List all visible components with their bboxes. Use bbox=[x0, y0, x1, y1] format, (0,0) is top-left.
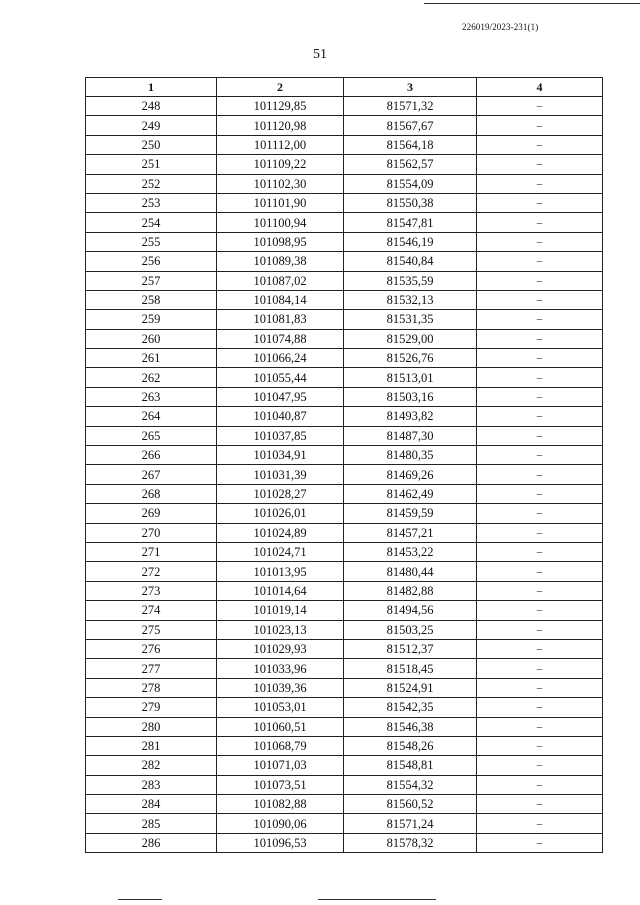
column-header: 2 bbox=[217, 78, 344, 97]
table-body bbox=[86, 97, 603, 853]
y-coordinate-cell: 81482,88 bbox=[344, 581, 477, 600]
table-row bbox=[86, 426, 603, 445]
point-number-cell: 251 bbox=[86, 155, 217, 174]
table-row bbox=[86, 349, 603, 368]
table-row bbox=[86, 271, 603, 290]
x-coordinate-cell: 101037,85 bbox=[217, 426, 344, 445]
table-row bbox=[86, 213, 603, 232]
table-row bbox=[86, 736, 603, 755]
y-coordinate-cell: 81494,56 bbox=[344, 601, 477, 620]
note-cell: – bbox=[477, 465, 603, 484]
y-coordinate-cell: 81503,25 bbox=[344, 620, 477, 639]
x-coordinate-cell: 101098,95 bbox=[217, 232, 344, 251]
point-number-cell: 261 bbox=[86, 349, 217, 368]
x-coordinate-cell: 101031,39 bbox=[217, 465, 344, 484]
point-number-cell: 260 bbox=[86, 329, 217, 348]
x-coordinate-cell: 101129,85 bbox=[217, 97, 344, 116]
x-coordinate-cell: 101096,53 bbox=[217, 833, 344, 852]
table-row bbox=[86, 407, 603, 426]
x-coordinate-cell: 101120,98 bbox=[217, 116, 344, 135]
note-cell: – bbox=[477, 407, 603, 426]
table-row bbox=[86, 523, 603, 542]
x-coordinate-cell: 101068,79 bbox=[217, 736, 344, 755]
note-cell: – bbox=[477, 581, 603, 600]
x-coordinate-cell: 101034,91 bbox=[217, 446, 344, 465]
y-coordinate-cell: 81550,38 bbox=[344, 193, 477, 212]
point-number-cell: 258 bbox=[86, 290, 217, 309]
x-coordinate-cell: 101073,51 bbox=[217, 775, 344, 794]
table-row bbox=[86, 484, 603, 503]
y-coordinate-cell: 81503,16 bbox=[344, 387, 477, 406]
table-row bbox=[86, 562, 603, 581]
point-number-cell: 268 bbox=[86, 484, 217, 503]
note-cell: – bbox=[477, 542, 603, 561]
note-cell: – bbox=[477, 213, 603, 232]
point-number-cell: 255 bbox=[86, 232, 217, 251]
note-cell: – bbox=[477, 426, 603, 445]
note-cell: – bbox=[477, 387, 603, 406]
point-number-cell: 274 bbox=[86, 601, 217, 620]
y-coordinate-cell: 81529,00 bbox=[344, 329, 477, 348]
x-coordinate-cell: 101026,01 bbox=[217, 504, 344, 523]
y-coordinate-cell: 81532,13 bbox=[344, 290, 477, 309]
point-number-cell: 259 bbox=[86, 310, 217, 329]
table-row bbox=[86, 775, 603, 794]
y-coordinate-cell: 81571,24 bbox=[344, 814, 477, 833]
note-cell: – bbox=[477, 252, 603, 271]
point-number-cell: 252 bbox=[86, 174, 217, 193]
point-number-cell: 253 bbox=[86, 193, 217, 212]
y-coordinate-cell: 81524,91 bbox=[344, 678, 477, 697]
point-number-cell: 254 bbox=[86, 213, 217, 232]
note-cell: – bbox=[477, 368, 603, 387]
y-coordinate-cell: 81518,45 bbox=[344, 659, 477, 678]
point-number-cell: 285 bbox=[86, 814, 217, 833]
table-row bbox=[86, 290, 603, 309]
y-coordinate-cell: 81513,01 bbox=[344, 368, 477, 387]
table-row bbox=[86, 620, 603, 639]
y-coordinate-cell: 81457,21 bbox=[344, 523, 477, 542]
y-coordinate-cell: 81542,35 bbox=[344, 698, 477, 717]
column-header: 4 bbox=[477, 78, 603, 97]
table-header-row bbox=[86, 78, 603, 97]
y-coordinate-cell: 81493,82 bbox=[344, 407, 477, 426]
footer-line bbox=[118, 899, 162, 900]
table-row bbox=[86, 155, 603, 174]
point-number-cell: 264 bbox=[86, 407, 217, 426]
note-cell: – bbox=[477, 736, 603, 755]
table-row bbox=[86, 387, 603, 406]
y-coordinate-cell: 81562,57 bbox=[344, 155, 477, 174]
table-row bbox=[86, 193, 603, 212]
note-cell: – bbox=[477, 523, 603, 542]
note-cell: – bbox=[477, 833, 603, 852]
table-row bbox=[86, 232, 603, 251]
table-row bbox=[86, 116, 603, 135]
y-coordinate-cell: 81546,38 bbox=[344, 717, 477, 736]
table-row bbox=[86, 310, 603, 329]
y-coordinate-cell: 81548,81 bbox=[344, 756, 477, 775]
table-row bbox=[86, 601, 603, 620]
y-coordinate-cell: 81540,84 bbox=[344, 252, 477, 271]
column-header: 1 bbox=[86, 78, 217, 97]
note-cell: – bbox=[477, 97, 603, 116]
note-cell: – bbox=[477, 601, 603, 620]
footer-line bbox=[318, 899, 436, 900]
page-number: 51 bbox=[313, 47, 327, 62]
document-id: 226019/2023-231(1) bbox=[462, 22, 539, 32]
note-cell: – bbox=[477, 717, 603, 736]
point-number-cell: 270 bbox=[86, 523, 217, 542]
table-row bbox=[86, 135, 603, 154]
x-coordinate-cell: 101102,30 bbox=[217, 174, 344, 193]
x-coordinate-cell: 101047,95 bbox=[217, 387, 344, 406]
x-coordinate-cell: 101023,13 bbox=[217, 620, 344, 639]
x-coordinate-cell: 101040,87 bbox=[217, 407, 344, 426]
y-coordinate-cell: 81480,44 bbox=[344, 562, 477, 581]
table-row bbox=[86, 97, 603, 116]
point-number-cell: 266 bbox=[86, 446, 217, 465]
table-row bbox=[86, 581, 603, 600]
x-coordinate-cell: 101055,44 bbox=[217, 368, 344, 387]
note-cell: – bbox=[477, 135, 603, 154]
x-coordinate-cell: 101089,38 bbox=[217, 252, 344, 271]
y-coordinate-cell: 81526,76 bbox=[344, 349, 477, 368]
point-number-cell: 280 bbox=[86, 717, 217, 736]
x-coordinate-cell: 101082,88 bbox=[217, 795, 344, 814]
column-header: 3 bbox=[344, 78, 477, 97]
table-row bbox=[86, 659, 603, 678]
point-number-cell: 279 bbox=[86, 698, 217, 717]
y-coordinate-cell: 81578,32 bbox=[344, 833, 477, 852]
note-cell: – bbox=[477, 329, 603, 348]
point-number-cell: 277 bbox=[86, 659, 217, 678]
point-number-cell: 249 bbox=[86, 116, 217, 135]
coordinates-table bbox=[85, 77, 603, 853]
table-row bbox=[86, 833, 603, 852]
table-row bbox=[86, 174, 603, 193]
y-coordinate-cell: 81554,09 bbox=[344, 174, 477, 193]
table-row bbox=[86, 542, 603, 561]
point-number-cell: 278 bbox=[86, 678, 217, 697]
x-coordinate-cell: 101074,88 bbox=[217, 329, 344, 348]
y-coordinate-cell: 81567,67 bbox=[344, 116, 477, 135]
x-coordinate-cell: 101090,06 bbox=[217, 814, 344, 833]
y-coordinate-cell: 81548,26 bbox=[344, 736, 477, 755]
point-number-cell: 248 bbox=[86, 97, 217, 116]
note-cell: – bbox=[477, 290, 603, 309]
point-number-cell: 272 bbox=[86, 562, 217, 581]
y-coordinate-cell: 81487,30 bbox=[344, 426, 477, 445]
point-number-cell: 284 bbox=[86, 795, 217, 814]
x-coordinate-cell: 101084,14 bbox=[217, 290, 344, 309]
note-cell: – bbox=[477, 155, 603, 174]
point-number-cell: 263 bbox=[86, 387, 217, 406]
x-coordinate-cell: 101033,96 bbox=[217, 659, 344, 678]
note-cell: – bbox=[477, 232, 603, 251]
note-cell: – bbox=[477, 814, 603, 833]
table-row bbox=[86, 368, 603, 387]
x-coordinate-cell: 101081,83 bbox=[217, 310, 344, 329]
x-coordinate-cell: 101066,24 bbox=[217, 349, 344, 368]
note-cell: – bbox=[477, 756, 603, 775]
x-coordinate-cell: 101087,02 bbox=[217, 271, 344, 290]
note-cell: – bbox=[477, 310, 603, 329]
point-number-cell: 286 bbox=[86, 833, 217, 852]
point-number-cell: 267 bbox=[86, 465, 217, 484]
point-number-cell: 250 bbox=[86, 135, 217, 154]
note-cell: – bbox=[477, 620, 603, 639]
point-number-cell: 271 bbox=[86, 542, 217, 561]
x-coordinate-cell: 101024,89 bbox=[217, 523, 344, 542]
x-coordinate-cell: 101109,22 bbox=[217, 155, 344, 174]
table-row bbox=[86, 639, 603, 658]
x-coordinate-cell: 101028,27 bbox=[217, 484, 344, 503]
table-row bbox=[86, 446, 603, 465]
y-coordinate-cell: 81512,37 bbox=[344, 639, 477, 658]
point-number-cell: 269 bbox=[86, 504, 217, 523]
point-number-cell: 276 bbox=[86, 639, 217, 658]
point-number-cell: 275 bbox=[86, 620, 217, 639]
y-coordinate-cell: 81531,35 bbox=[344, 310, 477, 329]
note-cell: – bbox=[477, 484, 603, 503]
note-cell: – bbox=[477, 678, 603, 697]
y-coordinate-cell: 81571,32 bbox=[344, 97, 477, 116]
point-number-cell: 282 bbox=[86, 756, 217, 775]
y-coordinate-cell: 81459,59 bbox=[344, 504, 477, 523]
note-cell: – bbox=[477, 271, 603, 290]
y-coordinate-cell: 81560,52 bbox=[344, 795, 477, 814]
y-coordinate-cell: 81546,19 bbox=[344, 232, 477, 251]
note-cell: – bbox=[477, 116, 603, 135]
note-cell: – bbox=[477, 174, 603, 193]
note-cell: – bbox=[477, 659, 603, 678]
table-row bbox=[86, 717, 603, 736]
note-cell: – bbox=[477, 562, 603, 581]
point-number-cell: 283 bbox=[86, 775, 217, 794]
point-number-cell: 265 bbox=[86, 426, 217, 445]
y-coordinate-cell: 81462,49 bbox=[344, 484, 477, 503]
y-coordinate-cell: 81547,81 bbox=[344, 213, 477, 232]
x-coordinate-cell: 101101,90 bbox=[217, 193, 344, 212]
note-cell: – bbox=[477, 795, 603, 814]
x-coordinate-cell: 101112,00 bbox=[217, 135, 344, 154]
x-coordinate-cell: 101071,03 bbox=[217, 756, 344, 775]
x-coordinate-cell: 101053,01 bbox=[217, 698, 344, 717]
x-coordinate-cell: 101029,93 bbox=[217, 639, 344, 658]
note-cell: – bbox=[477, 639, 603, 658]
y-coordinate-cell: 81535,59 bbox=[344, 271, 477, 290]
table-row bbox=[86, 678, 603, 697]
x-coordinate-cell: 101024,71 bbox=[217, 542, 344, 561]
x-coordinate-cell: 101039,36 bbox=[217, 678, 344, 697]
y-coordinate-cell: 81554,32 bbox=[344, 775, 477, 794]
top-rule bbox=[424, 3, 640, 4]
table-row bbox=[86, 504, 603, 523]
y-coordinate-cell: 81469,26 bbox=[344, 465, 477, 484]
y-coordinate-cell: 81480,35 bbox=[344, 446, 477, 465]
note-cell: – bbox=[477, 446, 603, 465]
point-number-cell: 257 bbox=[86, 271, 217, 290]
point-number-cell: 256 bbox=[86, 252, 217, 271]
table-row bbox=[86, 329, 603, 348]
x-coordinate-cell: 101013,95 bbox=[217, 562, 344, 581]
table-row bbox=[86, 814, 603, 833]
point-number-cell: 273 bbox=[86, 581, 217, 600]
table-row bbox=[86, 756, 603, 775]
point-number-cell: 262 bbox=[86, 368, 217, 387]
note-cell: – bbox=[477, 775, 603, 794]
point-number-cell: 281 bbox=[86, 736, 217, 755]
table-row bbox=[86, 252, 603, 271]
note-cell: – bbox=[477, 504, 603, 523]
table-row bbox=[86, 795, 603, 814]
note-cell: – bbox=[477, 349, 603, 368]
note-cell: – bbox=[477, 193, 603, 212]
y-coordinate-cell: 81453,22 bbox=[344, 542, 477, 561]
table-row bbox=[86, 698, 603, 717]
x-coordinate-cell: 101019,14 bbox=[217, 601, 344, 620]
x-coordinate-cell: 101060,51 bbox=[217, 717, 344, 736]
x-coordinate-cell: 101100,94 bbox=[217, 213, 344, 232]
note-cell: – bbox=[477, 698, 603, 717]
y-coordinate-cell: 81564,18 bbox=[344, 135, 477, 154]
x-coordinate-cell: 101014,64 bbox=[217, 581, 344, 600]
table-row bbox=[86, 465, 603, 484]
